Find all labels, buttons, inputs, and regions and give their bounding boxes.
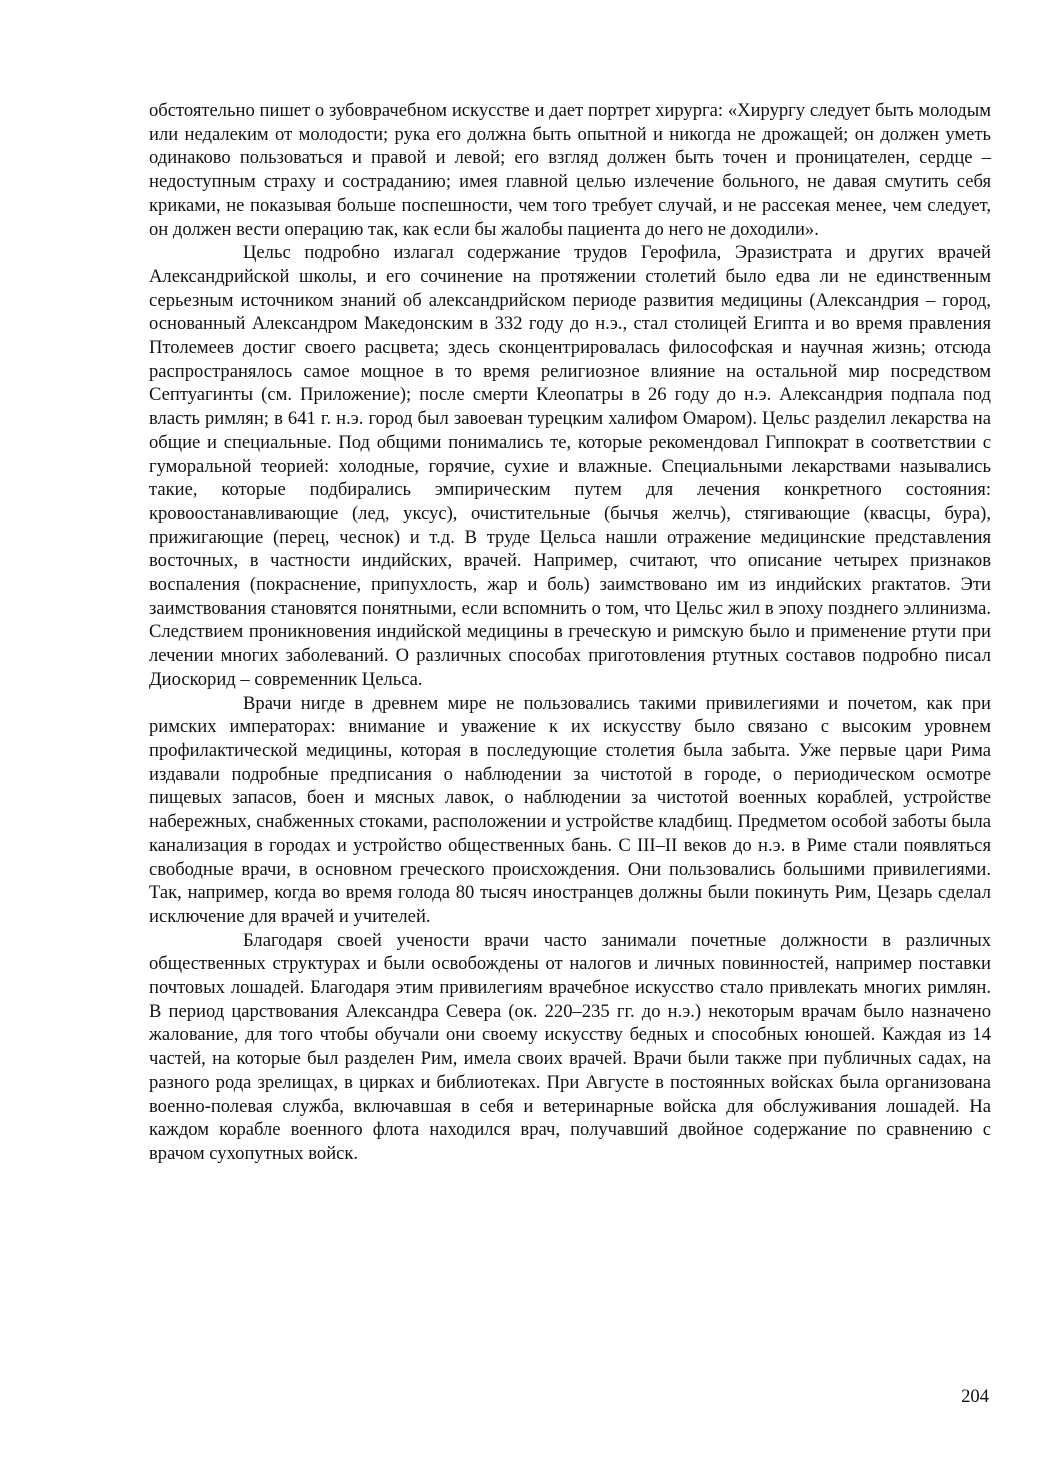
paragraph-celsus: Цельс подробно излагал содержание трудов Герофила, Эразистрата и других врачей Александрийской школы, и его сочинение на протяжении столетий было едва ли не единственным серьезным источником знаний об александрийском периоде развития медицины (Александрия – город, основанный Александром Македонским в 332 году до н.э., стал столицей Египта и во время правления Птолемеев достиг своего расцвета; здесь сконцентрировалась философская и научная жизнь; отсюда распространялось самое мощное в то время религиозное влияние на остальной мир посредством Септуагинты (см. Приложение); после смерти Клеопатры в 26 году до н.э. Александрия подпала под власть римлян; в 641 г. н.э. город был завоеван турецким халифом Омаром). Цельс разделил лекарства на общие и специальные. Под общими понимались те, которые рекомендовал Гиппократ в соответствии с гуморальной теорией: холодные, горячие, сухие и влажные. Специальными лекарствами назывались такие, которые подбирались эмпирическим путем для лечения конкретного состояния: кровоостанавливающие (лед, уксус), очистительные (бычья желчь), стягивающие (квасцы, бура), прижигающие (перец, чеснок) и т.д. В труде Цельса нашли отражение медицинские представления восточных, в частности индийских, врачей. Например, считают, что описание четырех признаков воспаления (покраснение, припухлость, жар и боль) заимствовано им из индийских praктатов. Эти заимствования становятся понятными, если вспомнить о том, что Цельс жил в эпоху позднего эллинизма. Следствием проникновения индийской медицины в греческую и римскую было и применение ртути при лечении многих заболеваний. О различных способах приготовления ртутных составов подробно писал Диоскорид – современник Цельса. xyxy=(149,242,991,690)
paragraph-continuation: обстоятельно пишет о зубоврачебном искусстве и дает портрет хирурга: «Хирургу следует быть молодым или недалеким от молодости; рука его должна быть опытной и никогда не дрожащей; он должен уметь одинаково пользоваться и правой и левой; его взгляд должен быть точен и проницателен, сердце – недоступным страху и состраданию; имея главной целью излечение больного, не давая смутить себя криками, не показывая больше поспешности, чем того требует случай, и не рассекая менее, чем следует, он должен вести операцию так, как если бы жалобы пациента до него не доходили». xyxy=(149,100,991,240)
paragraph-physicians-learning: Благодаря своей учености врачи часто занимали почетные должности в различных общественных структурах и были освобождены от налогов и личных повинностей, например поставки почтовых лошадей. Благодаря этим привилегиям врачебное искусство стало привлекать многих римлян. В период царствования Александра Севера (ок. 220–235 гг. до н.э.) некоторым врачам было назначено жалование, для того чтобы обучали они своему искусству бедных и способных юношей. Каждая из 14 частей, на которые был разделен Рим, имела своих врачей. Врачи были также при публичных садах, на разного рода зрелищах, в цирках и библиотеках. При Августе в постоянных войсках была организована военно-полевая служба, включавшая в себя и ветеринарные войска для обслуживания лошадей. На каждом корабле военного флота находился врач, получавший двойное содержание по сравнению с врачом сухопутных войск. xyxy=(149,929,991,1164)
page-number: 204 xyxy=(961,1386,989,1407)
paragraph-physicians-privileges: Врачи нигде в древнем мире не пользовались такими привилегиями и почетом, как при римских императорах: внимание и уважение к их искусству было связано с высоким уровнем профилактической медицины, которая в последующие столетия была забыта. Уже первые цари Рима издавали подробные предписания о наблюдении за чистотой в городе, о периодическом осмотре пищевых запасов, боен и мясных лавок, о наблюдении за чистотой военных кораблей, устройстве набережных, снабженных стоками, расположении и устройстве кладбищ. Предметом особой заботы была канализация в городах и устройство общественных бань. С III–II веков до н.э. в Риме стали появляться свободные врачи, в основном греческого происхождения. Они пользовались большими привилегиями. Так, например, когда во время голода 80 тысяч иностранцев должны были покинуть Рим, Цезарь сделал исключение для врачей и учителей. xyxy=(149,692,991,927)
body-text xyxy=(149,99,991,1166)
